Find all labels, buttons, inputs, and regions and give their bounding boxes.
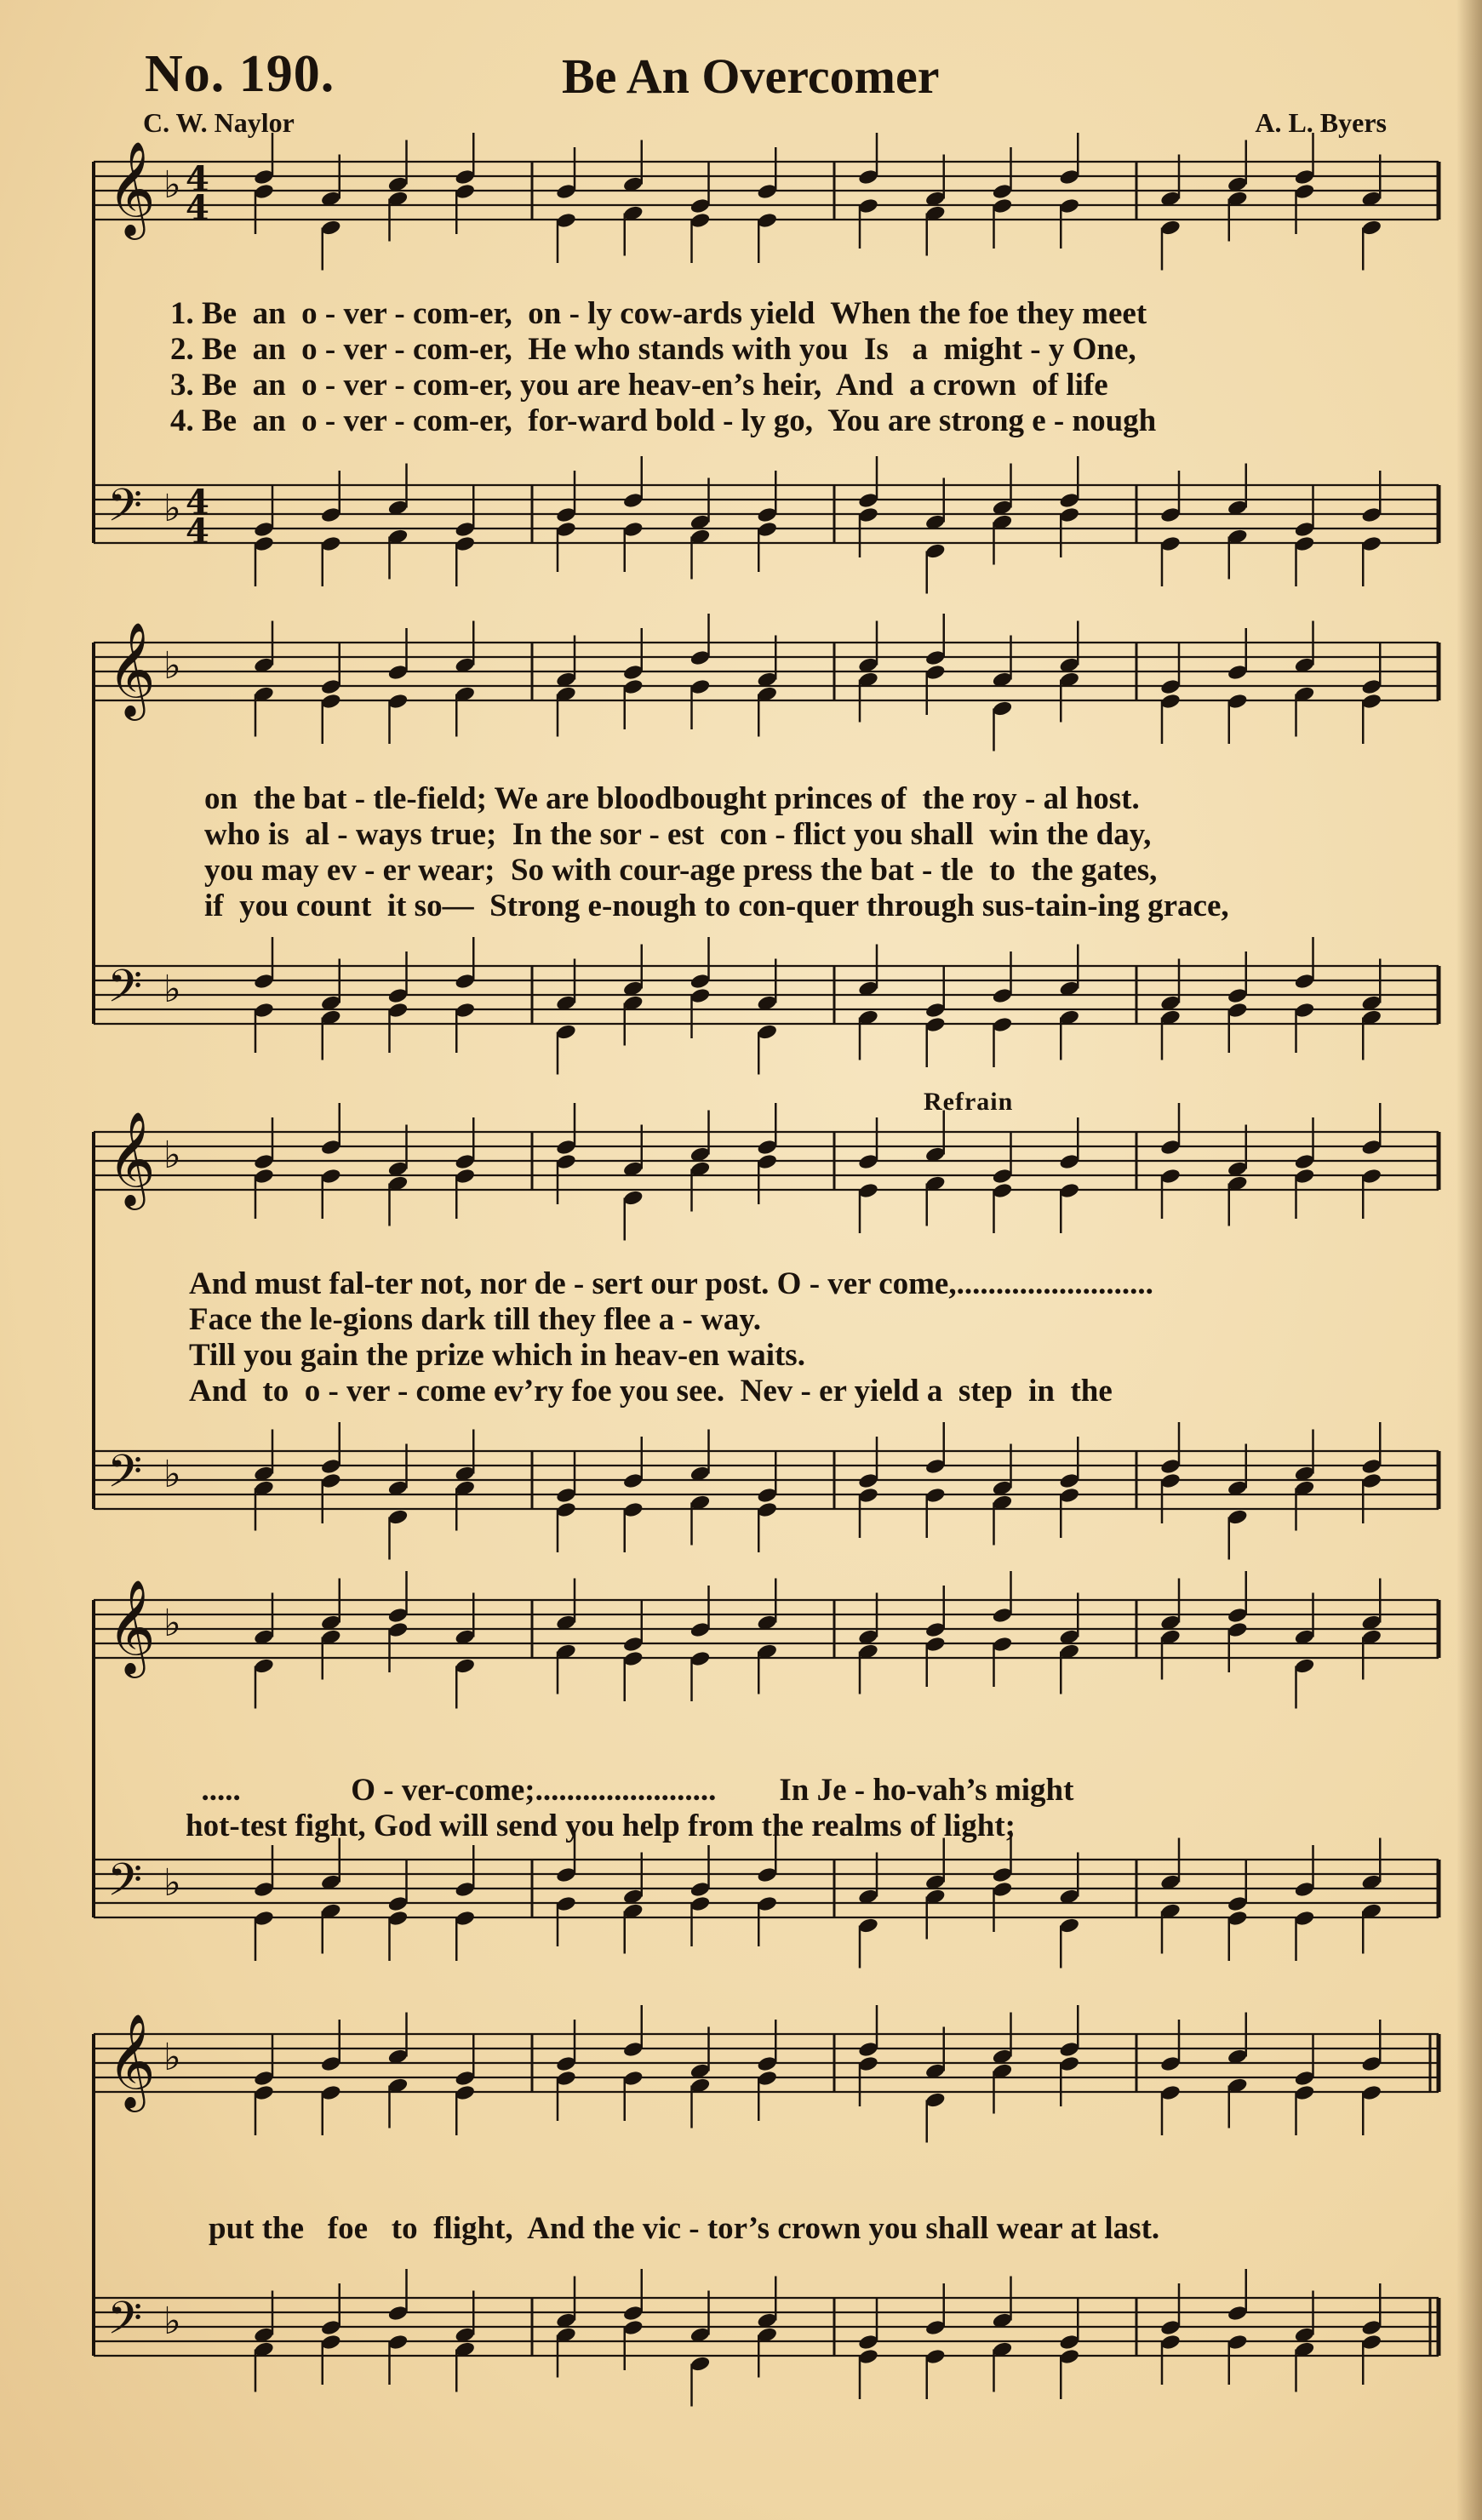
time-signature: 4 — [186, 159, 209, 199]
bass-clef: 𝄢 — [107, 480, 143, 543]
note-chord — [253, 1593, 274, 1709]
key-signature: ♭ — [163, 644, 181, 688]
composer: A. L. Byers — [1255, 107, 1387, 138]
note-chord — [757, 1579, 778, 1694]
page-edge — [1456, 0, 1482, 2520]
note-chord — [1159, 1838, 1181, 1954]
time-signature: 4 — [186, 483, 209, 523]
music-system-5 — [85, 2009, 1447, 2468]
lyric-line: Till you gain the prize which in heav-en waits. — [189, 1338, 805, 1373]
note-chord — [1059, 945, 1080, 1060]
treble-clef: 𝄞 — [107, 2013, 156, 2108]
hymn-number: No. 190. — [145, 45, 335, 103]
music-system-3 — [85, 1088, 1447, 1557]
key-signature: ♭ — [163, 2300, 181, 2343]
key-signature: ♭ — [163, 1861, 181, 1905]
note-chord — [857, 1853, 878, 1969]
lyric-line: hot-test fight, God will send you help from the realms of light; — [186, 1809, 1016, 1843]
note-chord — [690, 2291, 711, 2407]
note-chord — [455, 1593, 476, 1709]
lyric-line: 1. Be an o - ver - com-er, on - ly cow-ards yield When the foe they meet — [170, 296, 1147, 331]
lyric-line: 4. Be an o - ver - com-er, for-ward bold - ly go, You are strong e - nough — [170, 403, 1157, 438]
note-chord — [1361, 155, 1382, 271]
note-chord — [455, 621, 476, 737]
refrain-label: Refrain — [924, 1088, 1014, 1116]
note-chord — [1059, 1853, 1080, 1969]
note-chord — [1227, 464, 1248, 580]
lyric-line: on the bat - tle-field; We are bloodbought princes of the roy - al host. — [204, 781, 1140, 816]
treble-clef: 𝄞 — [107, 621, 156, 717]
note-chord — [1227, 1444, 1248, 1560]
lyric-line: if you count it so— Strong e-nough to con-quer through sus-tain-ing grace, — [204, 889, 1229, 923]
note-chord — [924, 2027, 946, 2143]
treble-clef: 𝄞 — [107, 1579, 156, 1674]
lyric-line: 2. Be an o - ver - com-er, He who stands with you Is a might - y One, — [170, 332, 1136, 367]
note-chord — [387, 464, 409, 580]
key-signature: ♭ — [163, 163, 181, 207]
music-system-2 — [85, 621, 1447, 1077]
note-chord — [924, 478, 946, 594]
bass-clef: 𝄢 — [107, 1854, 143, 1917]
key-signature: ♭ — [163, 1453, 181, 1496]
lyric-line: 3. Be an o - ver - com-er, you are heav-en’s heir, And a crown of life — [170, 368, 1108, 403]
music-system-4 — [85, 1579, 1447, 1983]
note-chord — [1294, 621, 1315, 737]
note-chord — [253, 621, 274, 737]
lyric-line: Face the le-gions dark till they flee a - way. — [189, 1302, 762, 1337]
key-signature: ♭ — [163, 2036, 181, 2079]
note-chord — [924, 1111, 946, 1226]
note-chord — [1159, 155, 1181, 271]
note-chord — [387, 2013, 409, 2129]
note-chord — [1227, 2013, 1248, 2129]
key-signature: ♭ — [163, 1602, 181, 1645]
treble-clef: 𝄞 — [107, 1111, 156, 1206]
time-signature: 4 — [186, 188, 209, 228]
lyric-line: who is al - ways true; In the sor - est con - flict you shall win the day, — [204, 817, 1152, 852]
note-chord — [757, 959, 778, 1075]
bass-clef: 𝄢 — [107, 1446, 143, 1509]
note-chord — [992, 2277, 1013, 2392]
key-signature: ♭ — [163, 487, 181, 530]
note-chord — [690, 1430, 711, 1546]
lyric-line: ..... O - ver-come;....................... In Je - ho-vah’s might — [186, 1773, 1074, 1808]
lyric-line: And must fal-ter not, nor de - sert our post. O - ver come,......................... — [189, 1266, 1153, 1301]
note-chord — [1294, 1593, 1315, 1709]
note-chord — [857, 945, 878, 1060]
note-chord — [992, 636, 1013, 751]
lyric-line: put the foe to flight, And the vic - tor’s crown you shall wear at last. — [209, 2211, 1160, 2246]
note-chord — [1361, 1838, 1382, 1954]
note-chord — [555, 1579, 576, 1694]
note-chord — [320, 1838, 341, 1954]
key-signature: ♭ — [163, 968, 181, 1011]
note-chord — [622, 1125, 644, 1241]
bass-clef: 𝄢 — [107, 961, 143, 1024]
note-chord — [622, 140, 644, 256]
note-chord — [555, 959, 576, 1075]
lyric-line: you may ev - er wear; So with cour-age press the bat - tle to the gates, — [204, 853, 1158, 888]
lyricist: C. W. Naylor — [143, 107, 295, 138]
hymn-title: Be An Overcomer — [562, 49, 940, 104]
lyric-line: And to o - ver - come ev’ry foe you see. Nev - er yield a step in the — [189, 1374, 1113, 1409]
note-chord — [320, 155, 341, 271]
time-signature: 4 — [186, 511, 209, 551]
key-signature: ♭ — [163, 1134, 181, 1177]
music-system-1 — [85, 140, 1447, 596]
treble-clef: 𝄞 — [107, 140, 156, 236]
bass-clef: 𝄢 — [107, 2293, 143, 2356]
note-chord — [387, 1444, 409, 1560]
